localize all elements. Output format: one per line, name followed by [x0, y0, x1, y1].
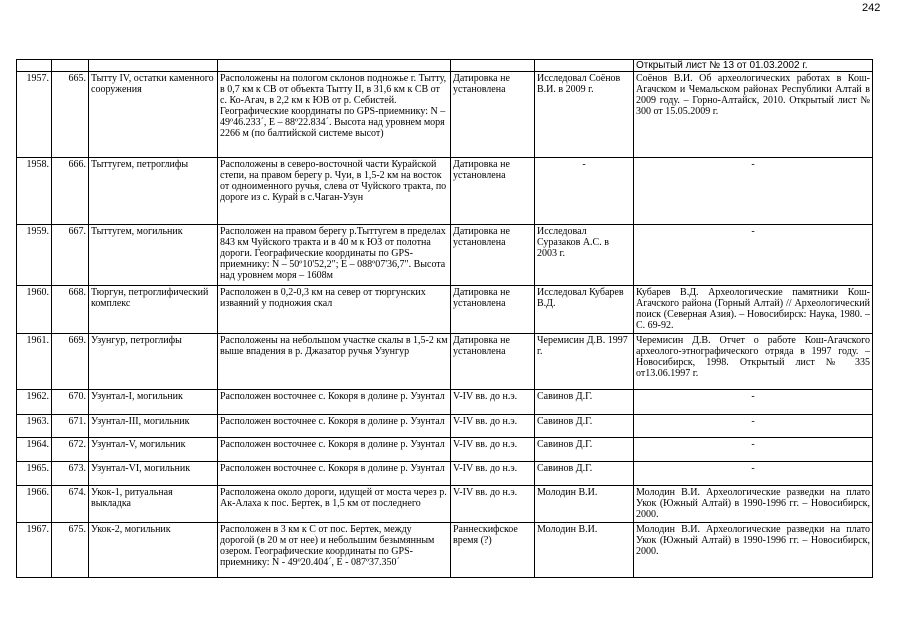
table-row [17, 72, 873, 158]
references-cell: Молодин В.И. Археологические разведки на плато Укок (Южный Алтай) в 1990-1996 гг. – Новосибирск, 2000. [634, 523, 873, 578]
researcher-cell: Савинов Д.Г. [535, 415, 634, 438]
local-number-cell: 675. [52, 523, 89, 578]
references-cell: - [634, 415, 873, 438]
monument-name-cell: Тюргун, петроглифический комплекс [89, 286, 218, 334]
local-number-cell: 670. [52, 390, 89, 415]
table-row [17, 158, 873, 225]
dating-cell: V-IV вв. до н.э. [451, 462, 535, 486]
location-cell: Расположен восточнее с. Кокоря в долине р. Узунтал [218, 415, 451, 438]
global-number-cell: 1962. [17, 390, 52, 415]
researcher-cell: Савинов Д.Г. [535, 462, 634, 486]
monuments-table-body [17, 60, 873, 578]
location-cell: Расположен восточнее с. Кокоря в долине р. Узунтал [218, 462, 451, 486]
table-row [17, 415, 873, 438]
dating-cell: V-IV вв. до н.э. [451, 438, 535, 462]
local-number-cell: 667. [52, 225, 89, 286]
monument-name-cell: Тытту IV, остатки каменного сооружения [89, 72, 218, 158]
local-number-cell: 669. [52, 334, 89, 390]
dating-cell: Датировка не установлена [451, 72, 535, 158]
header-cell-empty [218, 60, 451, 72]
dating-cell: V-IV вв. до н.э. [451, 390, 535, 415]
monument-name-cell: Укок-1, ритуальная выкладка [89, 486, 218, 523]
monument-name-cell: Узунтал-VI, могильник [89, 462, 218, 486]
monument-name-cell: Укок-2, могильник [89, 523, 218, 578]
dating-cell: Датировка не установлена [451, 286, 535, 334]
researcher-cell: Исследовал Кубарев В.Д. [535, 286, 634, 334]
table-row [17, 334, 873, 390]
researcher-cell: Савинов Д.Г. [535, 438, 634, 462]
monument-name-cell: Тыттугем, могильник [89, 225, 218, 286]
location-cell: Расположен в 0,2-0,3 км на север от тюргунских изваяний у подножия скал [218, 286, 451, 334]
global-number-cell: 1966. [17, 486, 52, 523]
table-row [17, 286, 873, 334]
page-number: 242 [862, 2, 881, 14]
researcher-cell: Исследовал Суразаков А.С. в 2003 г. [535, 225, 634, 286]
references-cell: - [634, 225, 873, 286]
local-number-cell: 665. [52, 72, 89, 158]
global-number-cell: 1964. [17, 438, 52, 462]
global-number-cell: 1961. [17, 334, 52, 390]
monument-name-cell: Узунгур, петроглифы [89, 334, 218, 390]
header-cell-empty [52, 60, 89, 72]
location-cell: Расположен на правом берегу р.Тыттугем в пределах 843 км Чуйского тракта и в 40 м к ЮЗ от полотна дороги. Географические координаты по GPS-приемнику: N – 50º10'52,2"; E – 088º07'36,7". Высота над уровнем моря – 1608м [218, 225, 451, 286]
researcher-cell: Молодин В.И. [535, 523, 634, 578]
table-row [17, 462, 873, 486]
local-number-cell: 673. [52, 462, 89, 486]
global-number-cell: 1965. [17, 462, 52, 486]
global-number-cell: 1957. [17, 72, 52, 158]
global-number-cell: 1960. [17, 286, 52, 334]
location-cell: Расположены на пологом склонов подножье г. Тытту, в 0,7 км к СВ от объекта Тытту II, в 31,6 км к СВ от с. Ко-Агач, в 2,2 км к ЮВ от р. Себистей. Географические координаты по GPS-приемнику: N – 49º46.233´, E – 88º22.834´. Высота над уровнем моря 2266 м (по балтийской системе высот) [218, 72, 451, 158]
global-number-cell: 1958. [17, 158, 52, 225]
references-cell: Соёнов В.И. Об археологических работах в Кош-Агачском и Чемальском районах Республики Алтай в 2009 году. – Горно-Алтайск, 2010. Открытый лист № 300 от 15.05.2009 г. [634, 72, 873, 158]
researcher-cell: - [535, 158, 634, 225]
header-cell-empty [451, 60, 535, 72]
header-cell-empty [89, 60, 218, 72]
local-number-cell: 668. [52, 286, 89, 334]
monument-name-cell: Узунтал-V, могильник [89, 438, 218, 462]
header-cell-empty [535, 60, 634, 72]
dating-cell: V-IV вв. до н.э. [451, 415, 535, 438]
researcher-cell: Савинов Д.Г. [535, 390, 634, 415]
header-cell-empty [17, 60, 52, 72]
location-cell: Расположен восточнее с. Кокоря в долине р. Узунтал [218, 438, 451, 462]
location-cell: Расположены на небольшом участке скалы в 1,5-2 км выше впадения в р. Джазатор ручья Узунгур [218, 334, 451, 390]
references-cell: Черемисин Д.В. Отчет о работе Кош-Агачского археолого-этнографического отряда в 1997 году. – Новосибирск, 1998. Открытый лист № 335 от13.06.1997 г. [634, 334, 873, 390]
open-sheet-header-row [17, 60, 873, 72]
table-row [17, 486, 873, 523]
table-row [17, 523, 873, 578]
references-cell: - [634, 390, 873, 415]
dating-cell: Раннескифское время (?) [451, 523, 535, 578]
global-number-cell: 1963. [17, 415, 52, 438]
researcher-cell: Исследовал Соёнов В.И. в 2009 г. [535, 72, 634, 158]
researcher-cell: Черемисин Д.В. 1997 г. [535, 334, 634, 390]
dating-cell: V-IV вв. до н.э. [451, 486, 535, 523]
global-number-cell: 1967. [17, 523, 52, 578]
global-number-cell: 1959. [17, 225, 52, 286]
monument-name-cell: Тыттугем, петроглифы [89, 158, 218, 225]
table-row [17, 390, 873, 415]
location-cell: Расположен восточнее с. Кокоря в долине р. Узунтал [218, 390, 451, 415]
references-cell: Кубарев В.Д. Археологические памятники Кош-Агачского района (Горный Алтай) // Археологический поиск (Северная Азия). – Новосибирск: Наука, 1980. – С. 69-92. [634, 286, 873, 334]
dating-cell: Датировка не установлена [451, 334, 535, 390]
local-number-cell: 674. [52, 486, 89, 523]
researcher-cell: Молодин В.И. [535, 486, 634, 523]
table-row [17, 225, 873, 286]
references-cell: Молодин В.И. Археологические разведки на плато Укок (Южный Алтай) в 1990-1996 гг. – Новосибирск, 2000. [634, 486, 873, 523]
location-cell: Расположены в северо-восточной части Курайской степи, на правом берегу р. Чуи, в 1,5-2 км на восток от одноименного ручья, слева от Чуйского тракта, по дороге из с. Курай в с.Чаган-Узун [218, 158, 451, 225]
references-cell: - [634, 462, 873, 486]
monument-name-cell: Узунтал-III, могильник [89, 415, 218, 438]
location-cell: Расположена около дороги, идущей от моста через р. Ак-Алаха к пос. Бертек, в 1,5 км от последнего [218, 486, 451, 523]
table-row [17, 438, 873, 462]
open-sheet-header: Открытый лист № 13 от 01.03.2002 г. [634, 60, 873, 72]
references-cell: - [634, 438, 873, 462]
location-cell: Расположен в 3 км к С от пос. Бертек, между дорогой (в 20 м от нее) и небольшим безымянным озером. Географические координаты по GPS-приемнику: N - 49º20.404´, E - 087º37.350´ [218, 523, 451, 578]
monument-name-cell: Узунтал-I, могильник [89, 390, 218, 415]
dating-cell: Датировка не установлена [451, 158, 535, 225]
local-number-cell: 666. [52, 158, 89, 225]
local-number-cell: 671. [52, 415, 89, 438]
local-number-cell: 672. [52, 438, 89, 462]
dating-cell: Датировка не установлена [451, 225, 535, 286]
references-cell: - [634, 158, 873, 225]
monuments-table [16, 59, 873, 578]
